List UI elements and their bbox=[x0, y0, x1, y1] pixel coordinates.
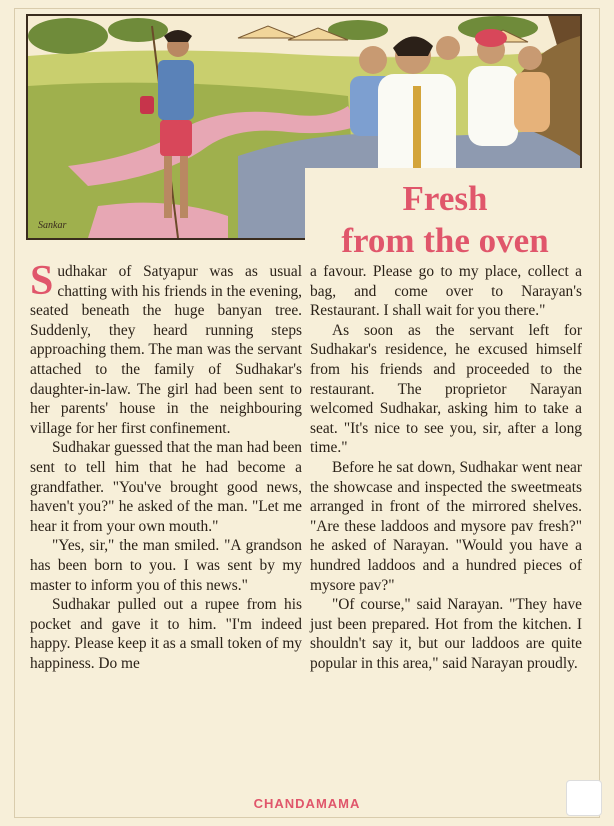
magazine-footer: CHANDAMAMA bbox=[253, 796, 361, 811]
paragraph: "Of course," said Narayan. "They have just been prepared. Hot from the kitchen. I shouldn't say it, but our laddoos are quite popular in this area," said Narayan proudly. bbox=[310, 596, 582, 672]
title-line-2: from the oven bbox=[341, 221, 549, 260]
artist-signature: Sankar bbox=[38, 220, 67, 231]
paragraph: a favour. Please go to my place, collect a bag, and come over to Narayan's Restaurant. I shall wait for you there." bbox=[310, 263, 582, 320]
paragraph: Sudhakar of Satyapur was as usual chatting with his friends in the evening, seated beneath the huge banyan tree. Suddenly, they heard running steps approaching them. The man was the servant attached to the family of Sudhakar's daughter-in-law. The girl had been sent to her parents' house in the neighbouring village for her first confinement. bbox=[30, 258, 302, 437]
story-title bbox=[305, 178, 585, 262]
drop-cap: S bbox=[30, 258, 54, 304]
paragraph: Sudhakar pulled out a rupee from his pocket and gave it to him. "I'm indeed happy. Please keep it as a small token of my happiness. Do me bbox=[30, 596, 302, 672]
paragraph: "Yes, sir," the man smiled. "A grandson has been born to you. I was sent by my master to inform you of this news." bbox=[30, 537, 302, 594]
paragraph: Sudhakar guessed that the man had been sent to tell him that he had become a grandfather. "You've brought good news, haven't you?" he asked of the man. "Let me hear it from your own mouth." bbox=[30, 439, 302, 535]
paragraph: Before he sat down, Sudhakar went near the showcase and inspected the sweetmeats arranged in front of the mirrored shelves. "Are these laddoos and mysore pav fresh?" he asked of Narayan. "Would you have a hundred laddoos and a hundred pieces of mysore pav?" bbox=[310, 458, 582, 594]
right-column bbox=[310, 262, 582, 673]
left-column bbox=[30, 258, 302, 673]
title-line-1: Fresh bbox=[402, 179, 488, 218]
paragraph: As soon as the servant left for Sudhakar's residence, he excused himself from his friends and proceeded to the restaurant. The proprietor Narayan welcomed Sudhakar, asking him to take a seat. "It's nice to see you, sir, after a long time." bbox=[310, 321, 582, 457]
publisher-seal-icon bbox=[566, 780, 602, 816]
